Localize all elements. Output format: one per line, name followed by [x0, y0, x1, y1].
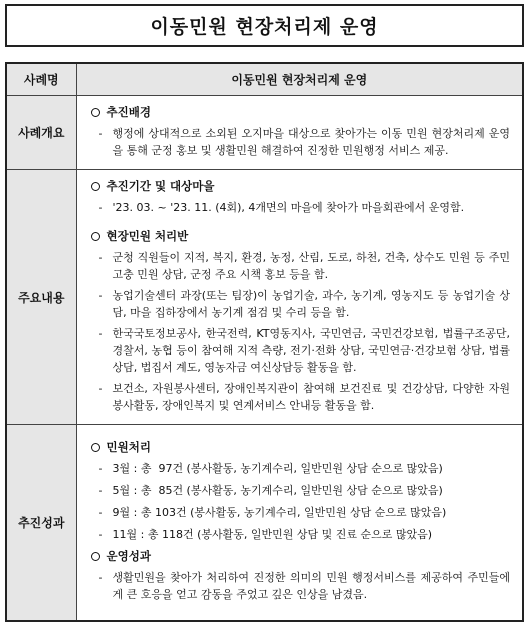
list-item-text: 9월 : 총 103건 (봉사활동, 농기계수리, 일반민원 상담 순으로 많았음) — [112, 506, 447, 520]
dash-bullet: - — [98, 127, 103, 140]
list-item — [99, 526, 511, 543]
results-label: 추진성과 — [6, 425, 76, 621]
case-table — [5, 62, 524, 622]
processing-heading — [91, 439, 511, 456]
list-item-text: 행정에 상대적으로 소외된 오지마을 대상으로 찾아가는 이동 민원 현장처리제 운영을 통해 군정 홍보 및 생활민원 해결하여 진정한 민원행정 서비스 제공. — [112, 127, 510, 157]
list-item — [99, 569, 511, 603]
dash-bullet: - — [98, 484, 103, 498]
dash-bullet: - — [98, 327, 103, 340]
outcome-heading — [91, 548, 511, 565]
overview-content — [76, 96, 523, 170]
list-item — [99, 249, 511, 283]
dash-bullet: - — [98, 251, 103, 264]
content-content — [76, 170, 523, 425]
overview-label: 사례개요 — [6, 96, 76, 170]
period-heading — [91, 178, 511, 195]
list-item — [99, 199, 511, 216]
list-item — [99, 482, 511, 499]
list-item-text: '23. 03. ~ '23. 11. (4회), 4개면의 마을에 찾아가 마을회관에서 운영함. — [112, 201, 465, 214]
dash-bullet: - — [98, 506, 103, 520]
processing-heading-text: 민원처리 — [106, 440, 151, 455]
list-item-text: 군청 직원들이 지적, 복지, 환경, 농정, 산림, 도로, 하천, 건축, 상수도 민원 등 주민 고충 민원 상담, 군정 주요 시책 홍보 등을 함. — [112, 251, 510, 281]
list-item-text: 농업기술센터 과장(또는 팀장)이 농업기술, 과수, 농기계, 영농지도 등 농업기술 상담, 마을 집하장에서 농기계 점검 및 수리 등을 함. — [112, 289, 510, 319]
dash-bullet: - — [98, 289, 103, 302]
dash-bullet: - — [98, 382, 103, 395]
dash-bullet: - — [98, 571, 103, 585]
overview-row — [6, 96, 523, 170]
overview-heading — [91, 104, 511, 121]
team-heading — [91, 228, 511, 245]
overview-heading-text: 추진배경 — [106, 105, 151, 119]
page-title: 이동민원 현장처리제 운영 — [150, 16, 379, 38]
circle-bullet-icon — [91, 232, 100, 241]
content-label: 주요내용 — [6, 170, 76, 425]
period-heading-text: 추진기간 및 대상마을 — [106, 179, 215, 193]
circle-bullet-icon — [91, 443, 100, 452]
outcome-heading-text: 운영성과 — [106, 549, 151, 564]
dash-bullet: - — [98, 201, 103, 214]
list-item — [99, 125, 511, 159]
list-item-text: 11월 : 총 118건 (봉사활동, 일반민원 상담 및 진료 순으로 많았음) — [112, 528, 433, 542]
content-row — [6, 170, 523, 425]
circle-bullet-icon — [91, 552, 100, 561]
list-item — [99, 287, 511, 321]
list-item-text: 한국국토정보공사, 한국전력, KT영동지사, 국민연금, 국민건강보험, 법률구조공단, 경찰서, 농협 등이 참여해 지적 측량, 전기·전화 상담, 국민연금·건강보험 상담, 법률상담, 법집서 계도, 영농자금 여신상담등 활동을 함. — [112, 327, 510, 374]
table-header-row — [6, 63, 523, 96]
list-item — [99, 380, 511, 414]
results-content — [76, 425, 523, 621]
team-heading-text: 현장민원 처리반 — [106, 229, 189, 243]
dash-bullet: - — [98, 528, 103, 542]
title-box — [5, 4, 524, 47]
header-col-case-title: 이동민원 현장처리제 운영 — [76, 63, 523, 96]
list-item — [99, 504, 511, 521]
list-item — [99, 325, 511, 376]
circle-bullet-icon — [91, 182, 100, 191]
list-item-text: 보건소, 자원봉사센터, 장애인복지관이 참여해 보건진료 및 건강상담, 다양한 자원봉사활동, 장애인복지 및 연계서비스 안내등 활동을 함. — [112, 382, 510, 412]
results-row — [6, 425, 523, 621]
circle-bullet-icon — [91, 108, 100, 117]
list-item — [99, 460, 511, 477]
list-item-text: 생활민원을 찾아가 처리하여 진정한 의미의 민원 행정서비스를 제공하여 주민들에게 큰 호응을 얻고 감동을 주었고 깊은 인상을 남겼음. — [112, 571, 510, 602]
list-item-text: 5월 : 총 85건 (봉사활동, 농기계수리, 일반민원 상담 순으로 많았음) — [112, 484, 443, 498]
header-col-case-name: 사례명 — [6, 63, 76, 96]
list-item-text: 3월 : 총 97건 (봉사활동, 농기계수리, 일반민원 상담 순으로 많았음) — [112, 462, 443, 476]
dash-bullet: - — [98, 462, 103, 476]
